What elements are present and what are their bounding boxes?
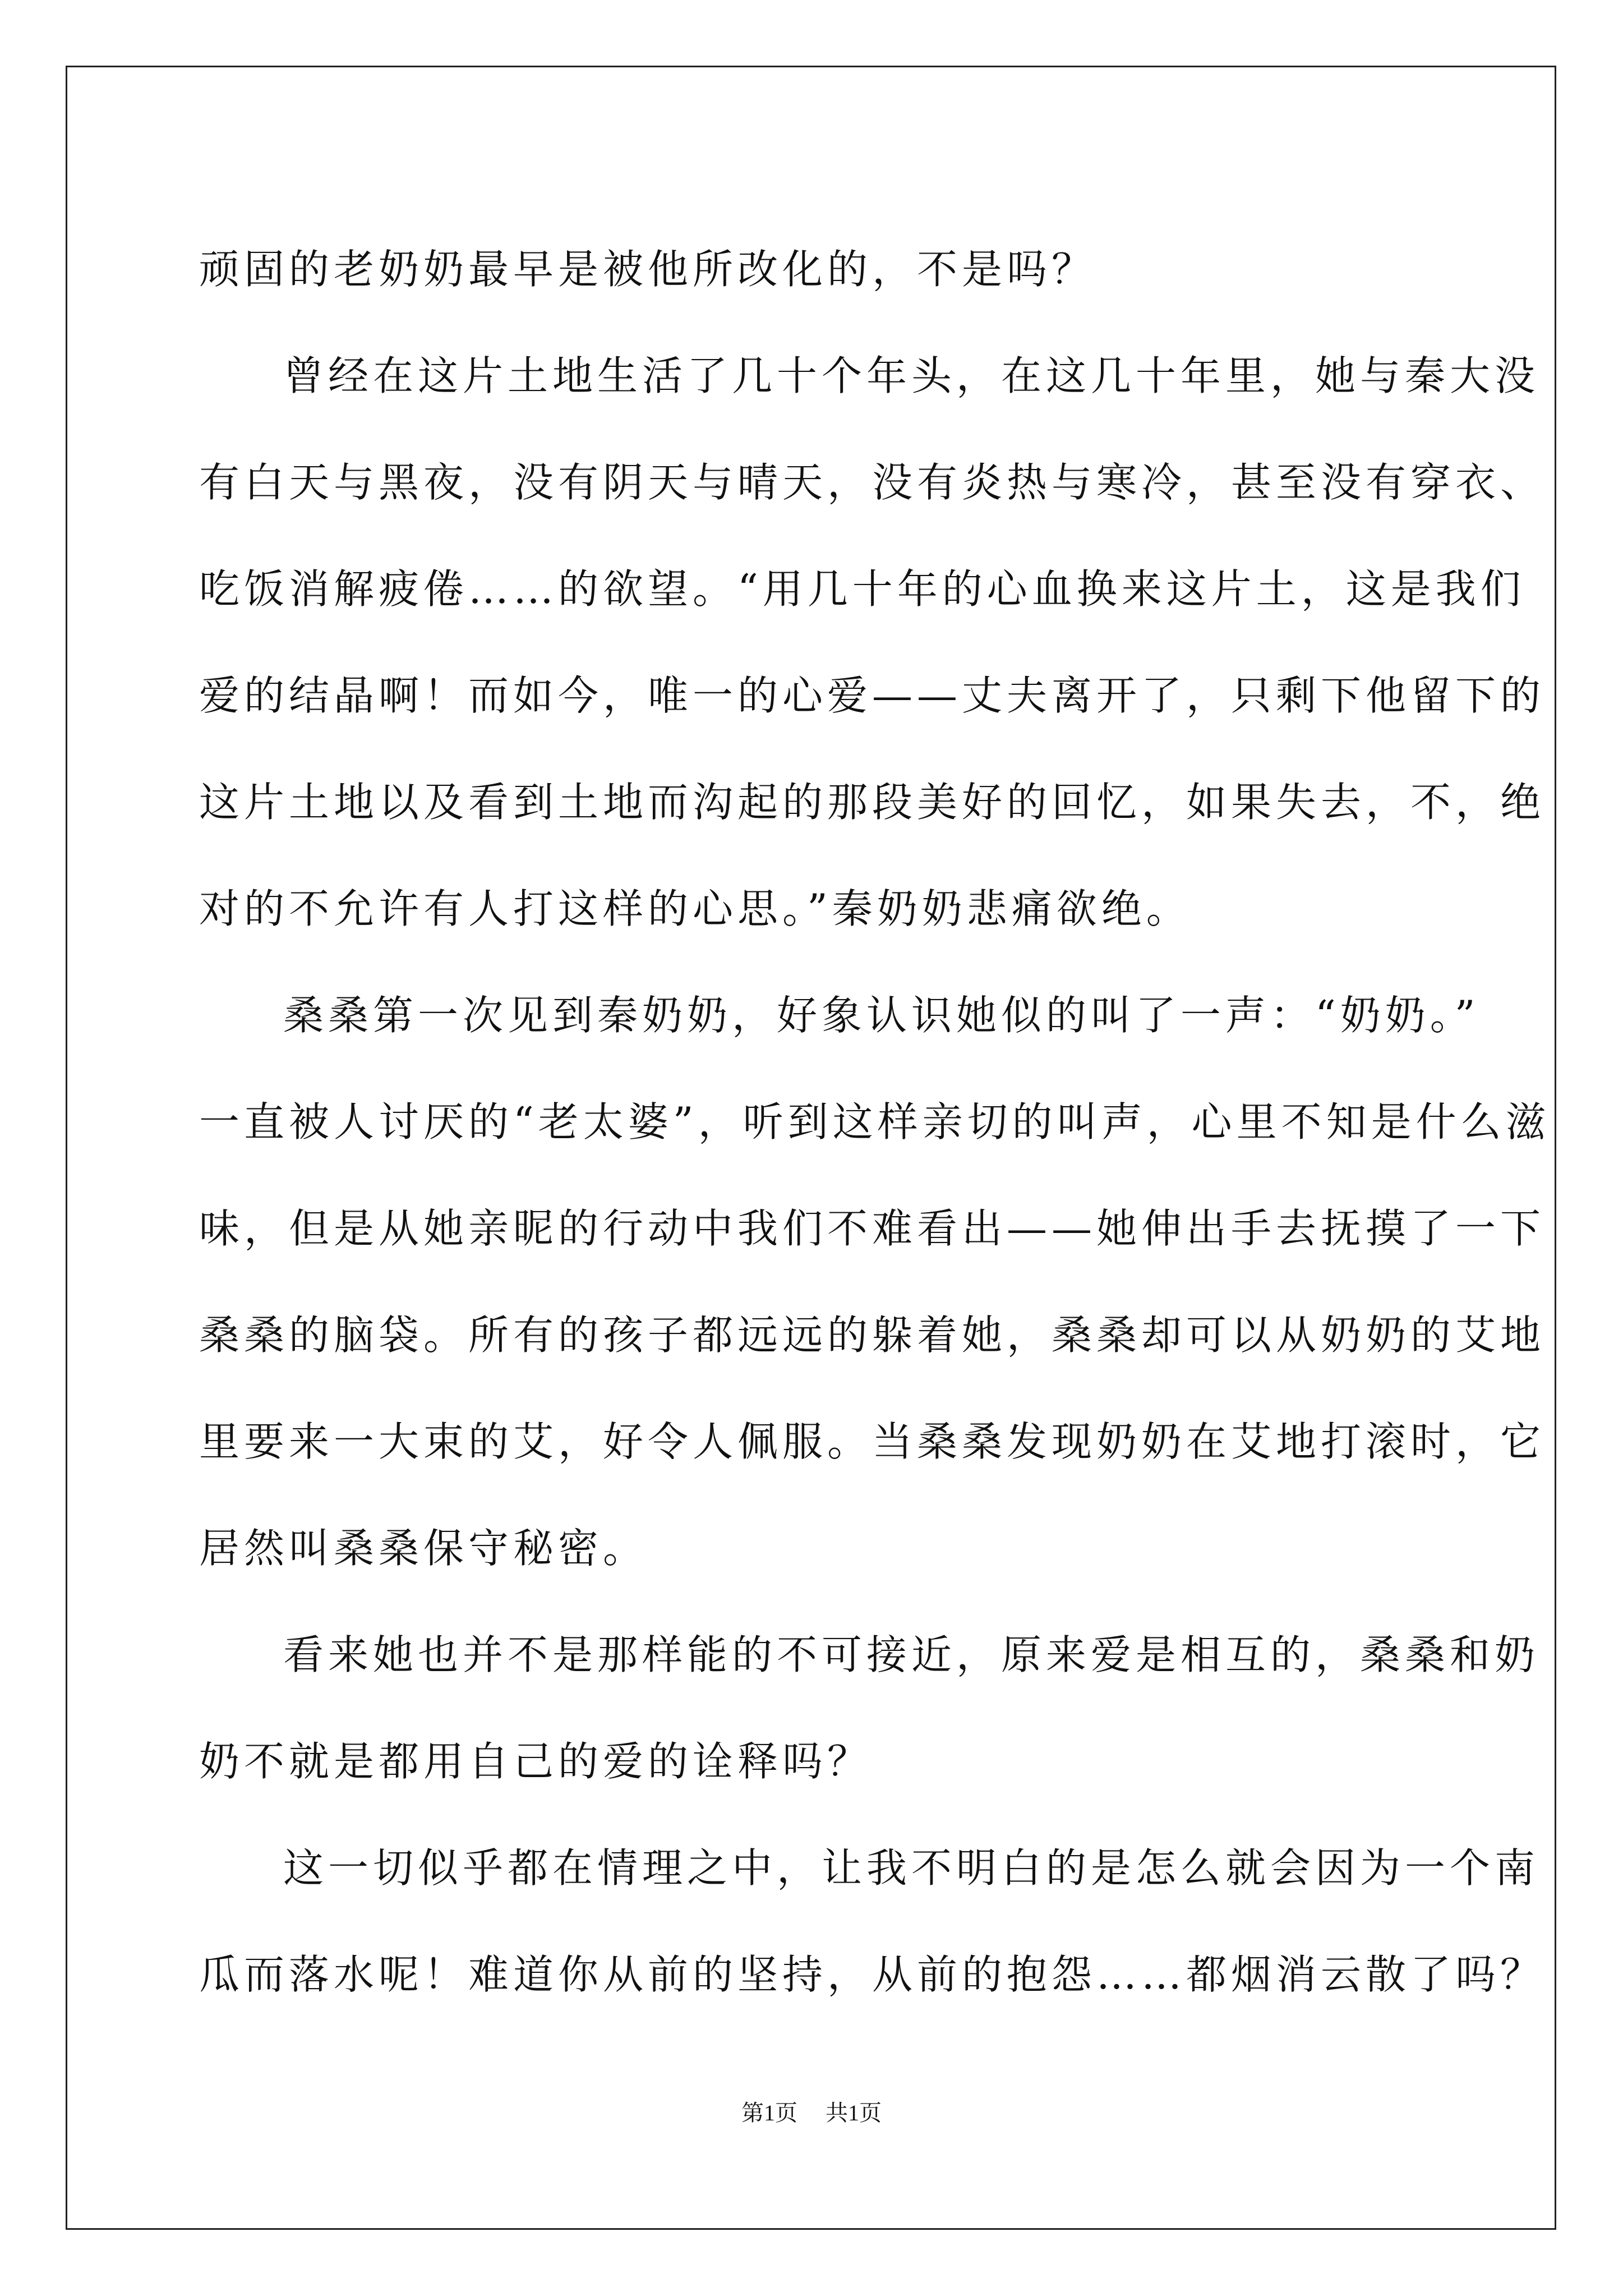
- text-line-14: 看来她也并不是那样能的不可接近，原来爱是相互的，桑桑和奶: [283, 1631, 1540, 1678]
- text-line-8: 桑桑第一次见到秦奶奶，好象认识她似的叫了一声：“奶奶。”: [283, 992, 1480, 1039]
- text-line-13: 居然叫桑桑保守秘密。: [199, 1525, 648, 1572]
- text-line-15: 奶不就是都用自己的爱的诠释吗？: [199, 1738, 873, 1785]
- page-number: 第1页: [741, 2100, 797, 2125]
- text-line-11: 桑桑的脑袋。所有的孩子都远远的躲着她，桑桑却可以从奶奶的艾地: [199, 1312, 1546, 1359]
- page-total: 共1页: [826, 2100, 882, 2125]
- text-line-2: 曾经在这片土地生活了几十个年头，在这几十年里，她与秦大没: [283, 352, 1540, 399]
- text-line-10: 味，但是从她亲昵的行动中我们不难看出——她伸出手去抚摸了一下: [199, 1205, 1546, 1252]
- text-line-12: 里要来一大束的艾，好令人佩服。当桑桑发现奶奶在艾地打滚时，它: [199, 1418, 1546, 1465]
- text-line-9: 一直被人讨厌的“老太婆”，听到这样亲切的叫声，心里不知是什么滋: [199, 1098, 1551, 1145]
- text-line-1: 顽固的老奶奶最早是被他所改化的，不是吗？: [199, 246, 1097, 293]
- text-line-5: 爱的结晶啊！而如今，唯一的心爱——丈夫离开了，只剩下他留下的: [199, 672, 1546, 719]
- text-line-3: 有白天与黑夜，没有阴天与晴天，没有炎热与寒冷，甚至没有穿衣、: [199, 459, 1546, 506]
- text-line-7: 对的不允许有人打这样的心思。”秦奶奶悲痛欲绝。: [199, 885, 1191, 932]
- document-body: [199, 216, 1551, 2028]
- text-line-17: 瓜而落水呢！难道你从前的坚持，从前的抱怨……都烟消云散了吗？: [199, 1951, 1546, 1998]
- text-line-6: 这片土地以及看到土地而沟起的那段美好的回忆，如果失去，不，绝: [199, 779, 1546, 826]
- text-line-16: 这一切似乎都在情理之中，让我不明白的是怎么就会因为一个南: [283, 1844, 1540, 1892]
- page-footer: [0, 2095, 1623, 2127]
- text-line-4: 吃饭消解疲倦……的欲望。“用几十年的心血换来这片土，这是我们: [199, 565, 1525, 613]
